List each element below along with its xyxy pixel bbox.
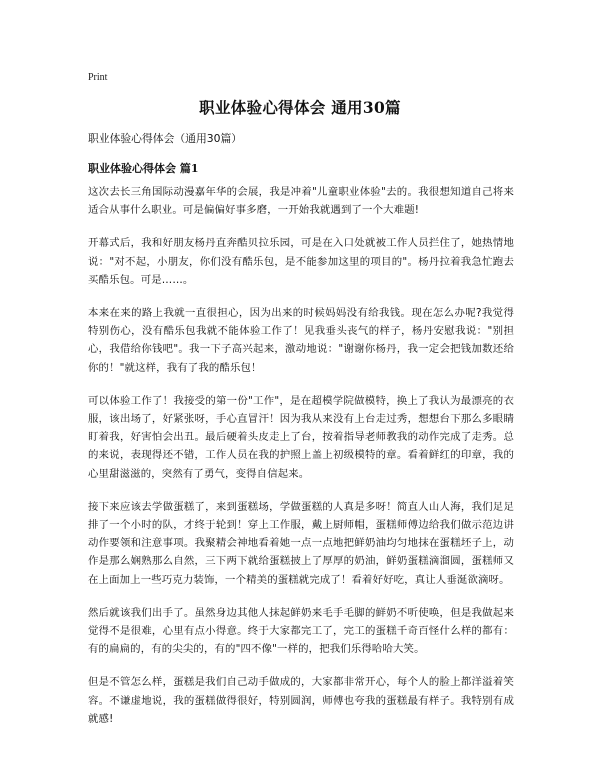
paragraph-4: 可以体验工作了！我接受的第一份"工作"，是在超模学院做模特，换上了我认为最漂亮的衣服，该出场了，好紧张呀，手心直冒汗！因为我从来没有上台走过秀，想想台下那么多眼睛盯着我，好害怕会出丑。最后硬着头皮走上了台，按着指导老师教我的动作完成了走秀。总的来说，表现得还不错，工作人员在我的护照上盖上初级模特的章。看着鲜红的印章，我的心里甜滋滋的，突然有了勇气，变得自信起来。 <box>88 394 514 480</box>
article-body <box>88 183 514 743</box>
print-link[interactable]: Print <box>88 72 108 83</box>
paragraph-3: 本来在来的路上我就一直很担心，因为出来的时候妈妈没有给我钱。现在怎么办呢?我觉得特别伤心，没有酷乐包我就不能体验工作了！见我垂头丧气的样子，杨丹安慰我说："别担心，我借给你钱吧"。我一下子高兴起来，激动地说："谢谢你杨丹，我一定会把钱加数还给你的！"就这样，我有了我的酷乐包！ <box>88 307 514 374</box>
paragraph-7: 但是不管怎么样，蛋糕是我们自己动手做成的，大家都非常开心，每个人的脸上都洋溢着笑容。不谦虚地说，我的蛋糕做得很好，特别圆润，师傅也夸我的蛋糕最有样子。我特别有成就感! <box>88 676 514 725</box>
section-heading: 职业体验心得体会 篇1 <box>88 162 199 175</box>
paragraph-6: 然后就该我们出手了。虽然身边其他人抹起鲜奶来毛手毛脚的鲜奶不听使唤，但是我做起来觉得不是很难，心里有点小得意。终于大家都完工了，完工的蛋糕千奇百怪什么样的都有：有的扁扁的，有的尖尖的，有的"四不像"一样的，把我们乐得哈哈大笑。 <box>88 606 514 656</box>
paragraph-2: 开幕式后，我和好朋友杨丹直奔酷贝拉乐园，可是在入口处就被工作人员拦住了，她热情地说："对不起，小朋友，你们没有酷乐包，是不能参加这里的项目的"。杨丹拉着我急忙跑去买酷乐包。可是……。 <box>88 237 514 286</box>
page-title: 职业体验心得体会 通用30篇 <box>199 98 401 117</box>
document-subtitle: 职业体验心得体会（通用30篇） <box>88 132 243 145</box>
paragraph-5: 接下来应该去学做蛋糕了，来到蛋糕场，学做蛋糕的人真是多呀！简直人山人海，我们足足排了一个小时的队，才终于轮到！穿上工作服，戴上厨师帽，蛋糕师傅边给我们做示范边讲动作要领和注意事项。我聚精会神地看着她一点一点地把鲜奶油均匀地抹在蛋糕坯子上，动作是那么娴熟那么自然，三下两下就给蛋糕披上了厚厚的奶油，鲜奶蛋糕滴溜圆，蛋糕师又在上面加上一些巧克力装饰，一个精美的蛋糕就完成了！看着好好吃，真让人垂涎欲滴呀。 <box>88 500 514 586</box>
paragraph-1: 这次去长三角国际动漫嘉年华的会展，我是冲着"儿童职业体验"去的。我很想知道自己将来适合从事什么职业。可是偏偏好事多磨，一开始我就遇到了一个大难题! <box>88 186 514 217</box>
